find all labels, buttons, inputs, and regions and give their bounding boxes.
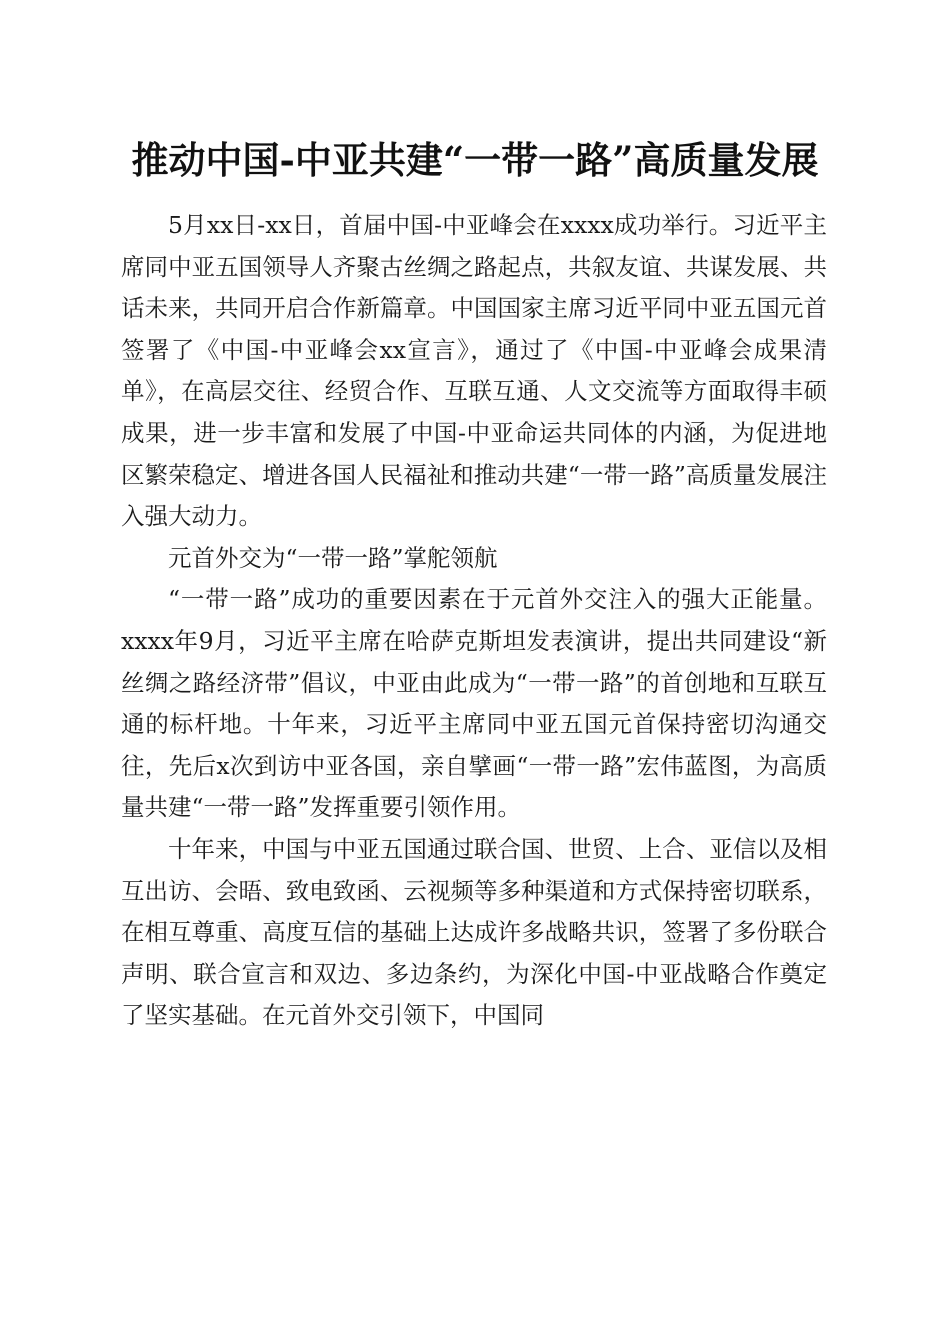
section-heading-head-of-state-diplomacy: 元首外交为“一带一路”掌舵领航 — [168, 543, 498, 572]
paragraph-belt-and-road-origin: “一带一路”成功的重要因素在于元首外交注入的强大正能量。xxxx年9月，习近平主席在哈萨克斯坦发表演讲，提出共同建设“新丝绸之路经济带”倡议，中亚由此成为“一带一路”的首创地和互联互通的标杆地。十年来，习近平主席同中亚五国元首保持密切沟通交往，先后x次到访中亚各国，亲自擘画“一带一路”宏伟蓝图，为高质量共建“一带一路”发挥重要引领作用。 — [121, 585, 827, 822]
paragraph-decade-cooperation: 十年来，中国与中亚五国通过联合国、世贸、上合、亚信以及相互出访、会晤、致电致函、云视频等多种渠道和方式保持密切联系，在相互尊重、高度互信的基础上达成许多战略共识，签署了多份联合声明、联合宣言和双边、多边条约，为深化中国-中亚战略合作奠定了坚实基础。在元首外交引领下，中国同 — [121, 834, 827, 1030]
document-body — [121, 205, 827, 1037]
document-title: 推动中国-中亚共建“一带一路”高质量发展 — [131, 138, 819, 182]
paragraph-summit-intro: 5月xx日-xx日，首届中国-中亚峰会在xxxx成功举行。习近平主席同中亚五国领导人齐聚古丝绸之路起点，共叙友谊、共谋发展、共话未来，共同开启合作新篇章。中国国家主席习近平同中亚五国元首签署了《中国-中亚峰会xx宣言》，通过了《中国-中亚峰会成果清单》，在高层交往、经贸合作、互联互通、人文交流等方面取得丰硕成果，进一步丰富和发展了中国-中亚命运共同体的内涵，为促进地区繁荣稳定、增进各国人民福祉和推动共建“一带一路”高质量发展注入强大动力。 — [121, 211, 827, 531]
